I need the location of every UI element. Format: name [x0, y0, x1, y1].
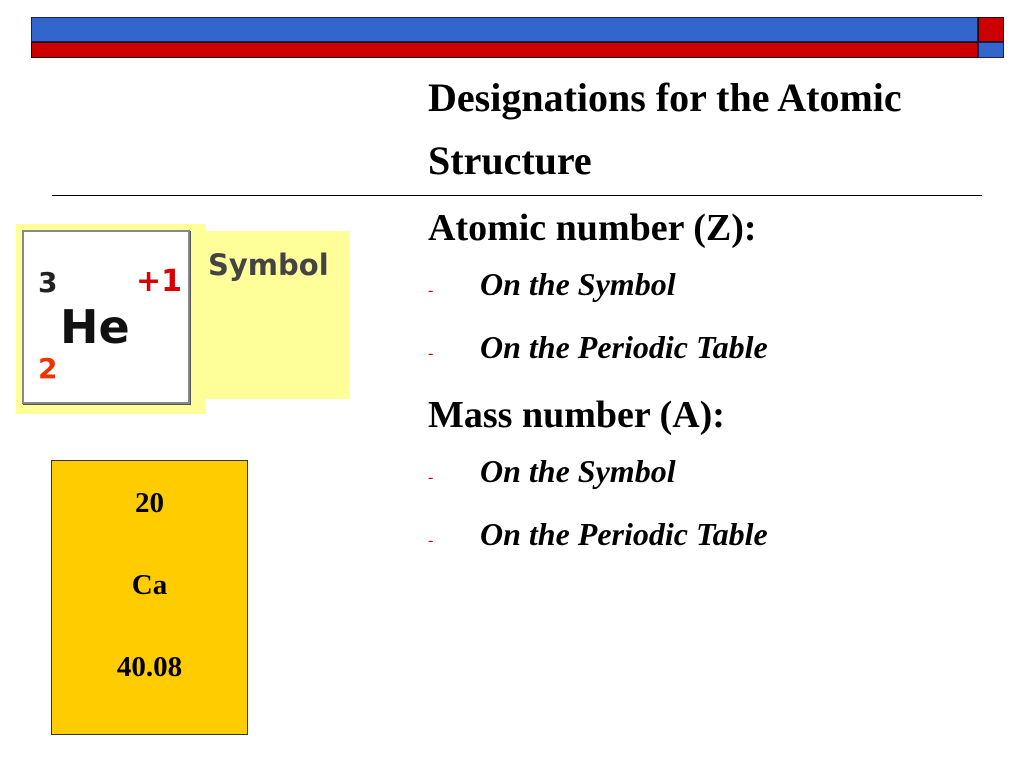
symbol-label: Symbol: [208, 248, 329, 282]
periodic-table-tile-calcium: [51, 460, 248, 735]
bullet-item: [428, 319, 1008, 382]
bullet-marker: -: [428, 532, 434, 549]
section-heading-atomic-number: Atomic number (Z):: [428, 207, 757, 249]
bullet-item: [428, 256, 1008, 319]
bullet-item: [428, 506, 1008, 569]
bullet-text: On the Symbol: [480, 453, 676, 489]
header-square-blue: [978, 42, 1004, 58]
tile-atomic-mass: 40.08: [116, 651, 183, 683]
bullet-text: On the Symbol: [480, 266, 676, 302]
header-bar-red: [31, 42, 978, 58]
bullet-text: On the Periodic Table: [480, 516, 768, 552]
bullet-marker: -: [428, 469, 434, 486]
tile-atomic-number: 20: [135, 487, 164, 519]
mass-number: 3: [38, 266, 58, 299]
slide-title: Designations for the Atomic Structure: [428, 75, 902, 183]
bullet-item: [428, 443, 1008, 506]
ion-charge: +1: [136, 264, 183, 299]
header-bar-blue: [31, 17, 978, 42]
tile-element-symbol: Ca: [131, 569, 168, 601]
bullet-marker: -: [428, 282, 434, 299]
bullet-text: On the Periodic Table: [480, 329, 768, 365]
slide-body: [428, 200, 1008, 569]
element-symbol: He: [60, 300, 130, 354]
element-symbol-box: [22, 230, 190, 404]
atomic-number: 2: [38, 352, 58, 385]
section-heading-mass-number: Mass number (A):: [428, 394, 725, 436]
title-divider: [52, 195, 982, 196]
helium-symbol-illustration: [16, 224, 350, 414]
header-square-red: [978, 17, 1004, 42]
bullet-marker: -: [428, 345, 434, 362]
